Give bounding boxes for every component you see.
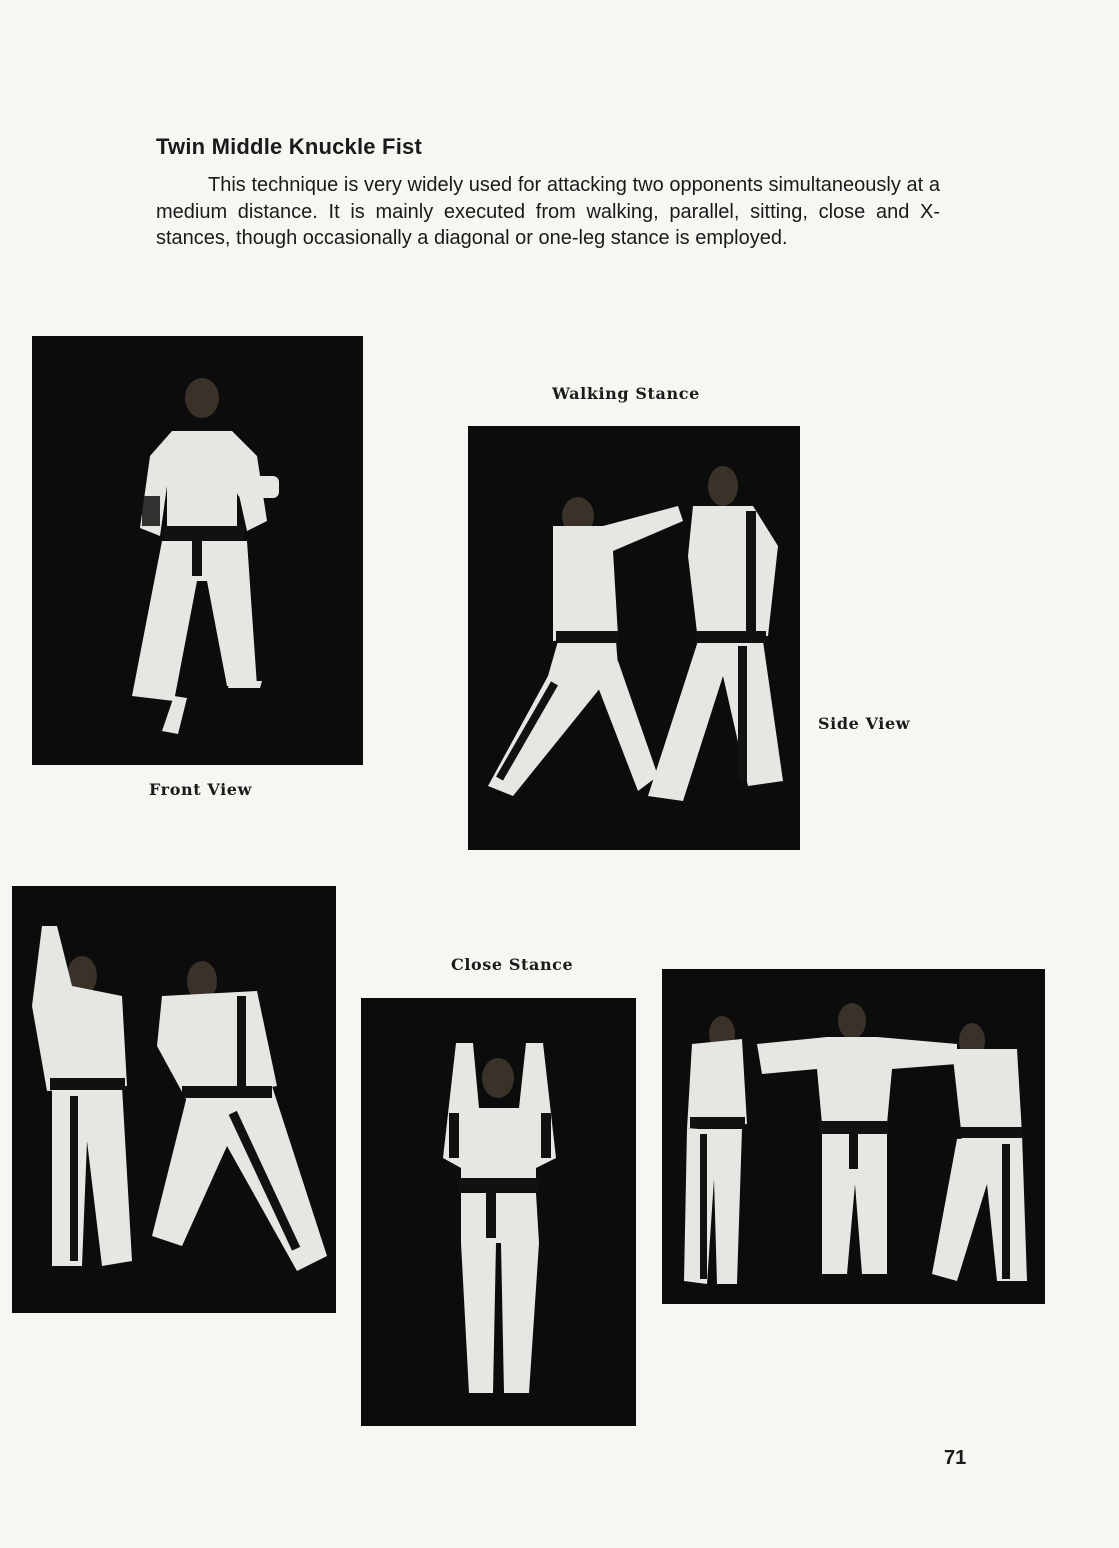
intro-paragraph-text: This technique is very widely used for attacking two opponents simultaneously at a medium distance. It is mainly executed from walking, parallel, sitting, close and X-stances, though occasionally a diagonal or one-leg stance is employed. (156, 174, 940, 249)
photo-close-stance-front (361, 998, 636, 1426)
caption-side-view: Side View (818, 714, 911, 733)
section-heading: Twin Middle Knuckle Fist (156, 134, 422, 159)
page-number: 71 (944, 1447, 967, 1469)
photo-front-view (32, 336, 363, 765)
photo-walking-stance-side (468, 426, 800, 850)
caption-front-view: Front View (149, 780, 252, 799)
caption-walking-stance: Walking Stance (552, 384, 700, 403)
caption-close-stance: Close Stance (451, 955, 574, 974)
intro-paragraph (156, 172, 940, 252)
photo-twin-attack (662, 969, 1045, 1304)
photo-close-stance-side (12, 886, 336, 1313)
